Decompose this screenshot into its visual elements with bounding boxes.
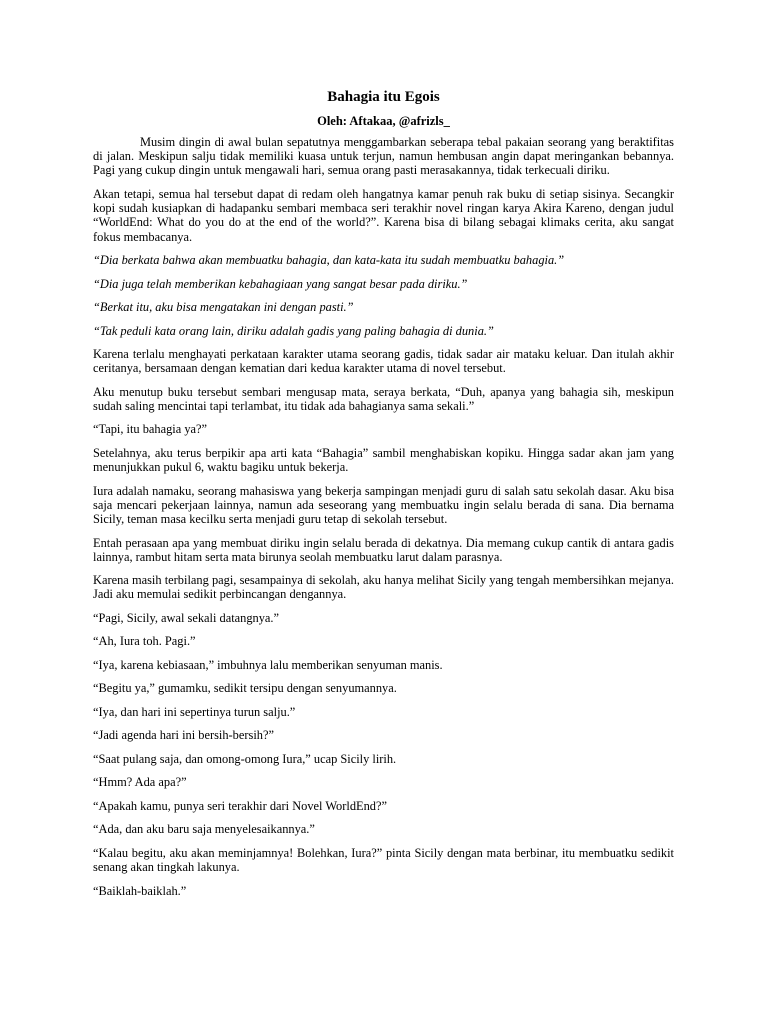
paragraph: “Apakah kamu, punya seri terakhir dari Novel WorldEnd?” [93,798,387,813]
paragraph: Iura adalah namaku, seorang mahasiswa yang bekerja sampingan menjadi guru di salah satu sekolah dasar. Aku bisa saja mencari pekerjaan lainnya, namun ada seseorang yang membuatku ingin selalu berada di sana. Dia bernama Sicily, teman masa kecilku serta menjadi guru tetap di sekolah tersebut. [93,483,674,527]
paragraph: “Ada, dan aku baru saja menyelesaikannya.” [93,822,315,837]
paragraph: “Tak peduli kata orang lain, diriku adalah gadis yang paling bahagia di dunia.” [93,323,494,338]
paragraph: “Dia juga telah memberikan kebahagiaan yang sangat besar pada diriku.” [93,276,468,291]
paragraph: “Berkat itu, aku bisa mengatakan ini dengan pasti.” [93,300,354,315]
paragraph: “Dia berkata bahwa akan membuatku bahagia, dan kata-kata itu sudah membuatku bahagia.” [93,253,565,268]
paragraph: Karena masih terbilang pagi, sesampainya di sekolah, aku hanya melihat Sicily yang tengah membersihkan mejanya. Jadi aku memulai sedikit perbincangan dengannya. [93,573,674,602]
paragraph: “Pagi, Sicily, awal sekali datangnya.” [93,610,280,625]
paragraph: Karena terlalu menghayati perkataan karakter utama seorang gadis, tidak sadar air mataku keluar. Dan itulah akhir ceritanya, bersamaan dengan kematian dari kedua karakter utama di novel tersebut. [93,347,674,376]
document-page [93,88,674,907]
paragraph: Entah perasaan apa yang membuat diriku ingin selalu berada di dekatnya. Dia memang cukup cantik di antara gadis lainnya, rambut hitam serta mata birunya seolah membuatku larut dalam parasnya. [93,535,674,564]
paragraph: Setelahnya, aku terus berpikir apa arti kata “Bahagia” sambil menghabiskan kopiku. Hingga sadar akan jam yang menunjukkan pukul 6, waktu bagiku untuk bekerja. [93,445,674,475]
paragraph: “Iya, dan hari ini sepertinya turun salju.” [93,704,296,719]
paragraph: “Kalau begitu, aku akan meminjamnya! Bolehkan, Iura?” pinta Sicily dengan mata berbinar, itu membuatku sedikit senang akan tingkah lakunya. [93,845,674,875]
document-body [93,135,674,898]
paragraph: “Hmm? Ada apa?” [93,775,187,790]
paragraph: Akan tetapi, semua hal tersebut dapat di redam oleh hangatnya kamar penuh rak buku di setiap sisinya. Secangkir kopi sudah kusiapkan di hadapanku sembari membaca seri terakhir novel ringan karya Akira Kareno, dengan judul “WorldEnd: What do you do at the end of the world?”. Karena bisa di bilang sebagai klimaks cerita, aku sangat fokus membacanya. [93,186,674,244]
paragraph: “Ah, Iura toh. Pagi.” [93,634,196,649]
document-author: Oleh: Aftakaa, @afrizls_ [317,114,450,128]
paragraph: Musim dingin di awal bulan sepatutnya menggambarkan seberapa tebal pakaian seorang yang beraktifitas di jalan. Meskipun salju tidak memiliki kuasa untuk terjun, namun hembusan angin dapat meringankan bebannya. Pagi yang cukup dingin untuk mengawali hari, semua orang pasti merasakannya, tidak terkecuali diriku. [93,135,674,178]
paragraph: “Iya, karena kebiasaan,” imbuhnya lalu memberikan senyuman manis. [93,657,443,672]
document-title: Bahagia itu Egois [327,89,440,105]
paragraph: “Jadi agenda hari ini bersih-bersih?” [93,728,274,743]
paragraph: Aku menutup buku tersebut sembari mengusap mata, seraya berkata, “Duh, apanya yang bahagia sih, meskipun sudah saling mencintai tapi terlambat, itu tidak ada bahagianya sama sekali.” [93,384,674,413]
paragraph: “Saat pulang saja, dan omong-omong Iura,” ucap Sicily lirih. [93,751,397,766]
paragraph: “Tapi, itu bahagia ya?” [93,422,208,437]
paragraph: “Baiklah-baiklah.” [93,883,187,898]
paragraph: “Begitu ya,” gumamku, sedikit tersipu dengan senyumannya. [93,681,397,696]
